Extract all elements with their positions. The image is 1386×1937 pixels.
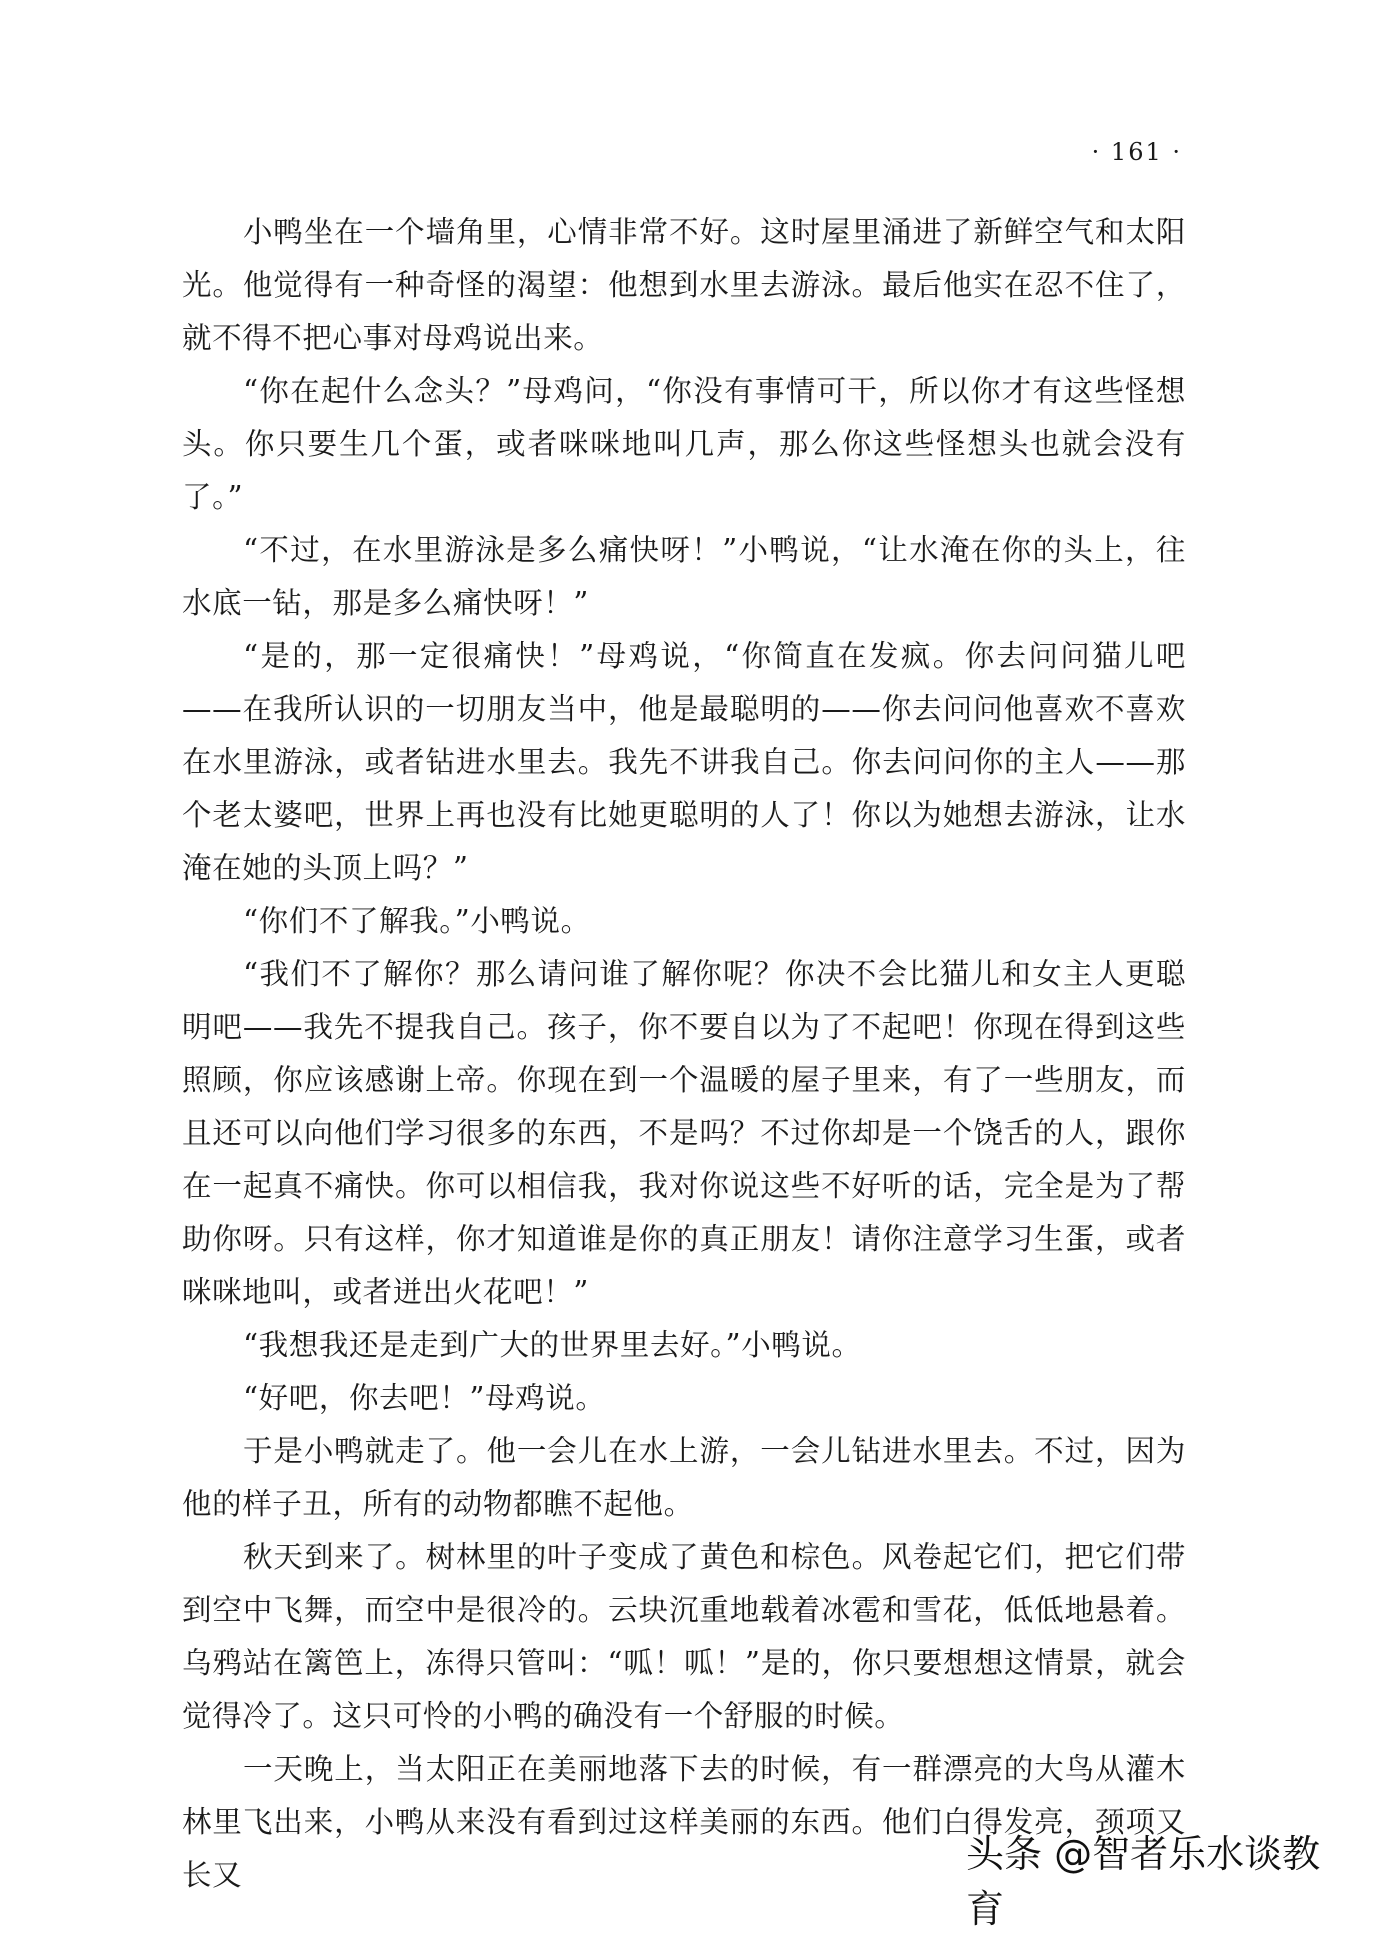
page-number: · 161 ·: [1091, 138, 1182, 166]
paragraph: “你们不了解我。”小鸭说。: [243, 904, 591, 938]
body-text: [182, 206, 1186, 1902]
paragraph: 秋天到来了。树林里的叶子变成了黄色和棕色。风卷起它们，把它们带到空中飞舞，而空中是很冷的。云块沉重地载着冰雹和雪花，低低地悬着。乌鸦站在篱笆上，冻得只管叫：“呱！呱！”是的，你只要想想这情景，就会觉得冷了。这只可怜的小鸭的确没有一个舒服的时候。: [182, 1540, 1186, 1733]
paragraph: “好吧，你去吧！”母鸡说。: [243, 1381, 606, 1415]
paragraph: “我想我还是走到广大的世界里去好。”小鸭说。: [243, 1328, 862, 1362]
paragraph: 于是小鸭就走了。他一会儿在水上游，一会儿钻进水里去。不过，因为他的样子丑，所有的动物都瞧不起他。: [182, 1434, 1186, 1521]
watermark: 头条 @智者乐水谈教育: [966, 1832, 1321, 1931]
paragraph: 一天晚上，当太阳正在美丽地落下去的时候，有一群漂亮的大鸟从灌木林里飞出来，小鸭从来没有看到过这样美丽的东西。他们白得发亮，颈项又长又: [182, 1752, 1186, 1892]
paragraph: “是的，那一定很痛快！”母鸡说，“你简直在发疯。你去问问猫儿吧——在我所认识的一切朋友当中，他是最聪明的——你去问问他喜欢不喜欢在水里游泳，或者钻进水里去。我先不讲我自己。你去问问你的主人——那个老太婆吧，世界上再也没有比她更聪明的人了！你以为她想去游泳，让水淹在她的头顶上吗？”: [182, 639, 1186, 885]
paragraph: “不过，在水里游泳是多么痛快呀！”小鸭说，“让水淹在你的头上，往水底一钻，那是多么痛快呀！”: [182, 533, 1186, 620]
paragraph: “我们不了解你？那么请问谁了解你呢？你决不会比猫儿和女主人更聪明吧——我先不提我自己。孩子，你不要自以为了不起吧！你现在得到这些照顾，你应该感谢上帝。你现在到一个温暖的屋子里来，有了一些朋友，而且还可以向他们学习很多的东西，不是吗？不过你却是一个饶舌的人，跟你在一起真不痛快。你可以相信我，我对你说这些不好听的话，完全是为了帮助你呀。只有这样，你才知道谁是你的真正朋友！请你注意学习生蛋，或者咪咪地叫，或者迸出火花吧！”: [182, 957, 1186, 1309]
paragraph: 小鸭坐在一个墙角里，心情非常不好。这时屋里涌进了新鲜空气和太阳光。他觉得有一种奇怪的渴望：他想到水里去游泳。最后他实在忍不住了，就不得不把心事对母鸡说出来。: [182, 215, 1186, 355]
paragraph: “你在起什么念头？”母鸡问，“你没有事情可干，所以你才有这些怪想头。你只要生几个蛋，或者咪咪地叫几声，那么你这些怪想头也就会没有了。”: [182, 374, 1186, 514]
